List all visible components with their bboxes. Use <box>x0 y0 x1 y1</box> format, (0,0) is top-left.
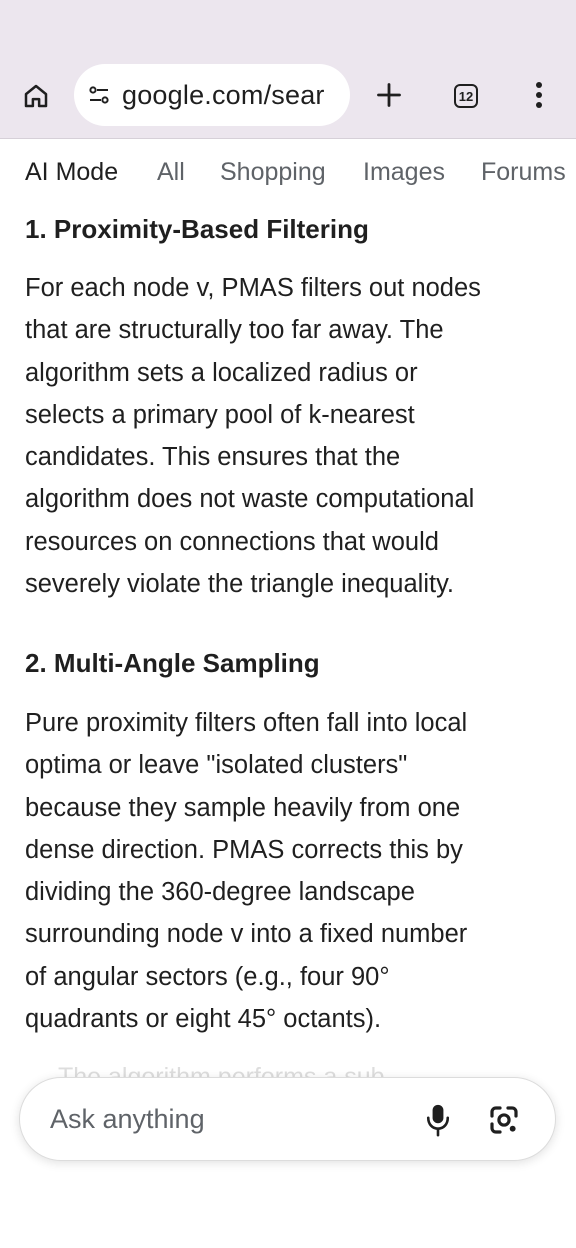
bottom-spacer <box>0 1180 576 1248</box>
home-button[interactable] <box>16 76 56 116</box>
ask-input[interactable] <box>48 1098 392 1140</box>
tab-shopping[interactable]: Shopping <box>220 158 326 186</box>
paragraph-line: quadrants or eight 45° octants). <box>25 1005 382 1034</box>
paragraph-line: resources on connections that would <box>25 527 439 556</box>
section-paragraph <box>25 702 555 1040</box>
paragraph-line: of angular sectors (e.g., four 90° <box>25 962 390 991</box>
tabs-icon <box>454 84 478 108</box>
paragraph-line: candidates. This ensures that the <box>25 443 401 472</box>
home-icon <box>21 81 51 111</box>
section-paragraph <box>25 267 555 605</box>
browser-toolbar <box>0 0 576 139</box>
paragraph-line: selects a primary pool of k-nearest <box>25 400 415 429</box>
paragraph-line: surrounding node v into a fixed number <box>25 920 468 949</box>
url-text[interactable]: google.com/sear <box>122 79 325 110</box>
tab-images[interactable]: Images <box>363 158 445 186</box>
search-mode-tabs <box>0 150 576 198</box>
paragraph-line: dense direction. PMAS corrects this by <box>25 835 463 864</box>
paragraph-line: algorithm does not waste computational <box>25 485 475 514</box>
section-heading: 2. Multi-Angle Sampling <box>25 648 320 678</box>
paragraph-line: optima or leave "isolated clusters" <box>25 751 408 780</box>
tab-count: 12 <box>458 88 474 104</box>
paragraph-line: Pure proximity filters often fall into local <box>25 709 468 737</box>
paragraph-line: that are structurally too far away. The <box>25 316 444 345</box>
browser-menu-button[interactable] <box>520 74 558 116</box>
tab-ai-mode[interactable]: AI Mode <box>25 158 119 186</box>
more-vert-icon <box>534 80 544 110</box>
paragraph-line: dividing the 360-degree landscape <box>25 878 415 907</box>
paragraph-line: For each node v, PMAS filters out nodes <box>25 274 481 302</box>
tab-all[interactable]: All <box>157 158 185 186</box>
paragraph-line: because they sample heavily from one <box>25 793 461 822</box>
ask-bar <box>19 1077 556 1161</box>
tune-icon[interactable] <box>86 82 112 108</box>
lens-search-button[interactable] <box>484 1100 524 1140</box>
paragraph-line: severely violate the triangle inequality. <box>25 570 455 599</box>
section-heading: 1. Proximity-Based Filtering <box>25 214 369 244</box>
plus-icon <box>375 81 403 109</box>
tab-switcher-button[interactable] <box>446 76 486 116</box>
mic-icon <box>425 1102 451 1138</box>
voice-search-button[interactable] <box>420 1098 456 1142</box>
paragraph-line: algorithm sets a localized radius or <box>25 358 418 387</box>
tab-forums[interactable]: Forums <box>481 158 566 186</box>
address-bar[interactable] <box>74 64 350 126</box>
new-tab-button[interactable] <box>368 74 410 116</box>
lens-icon <box>488 1104 520 1136</box>
